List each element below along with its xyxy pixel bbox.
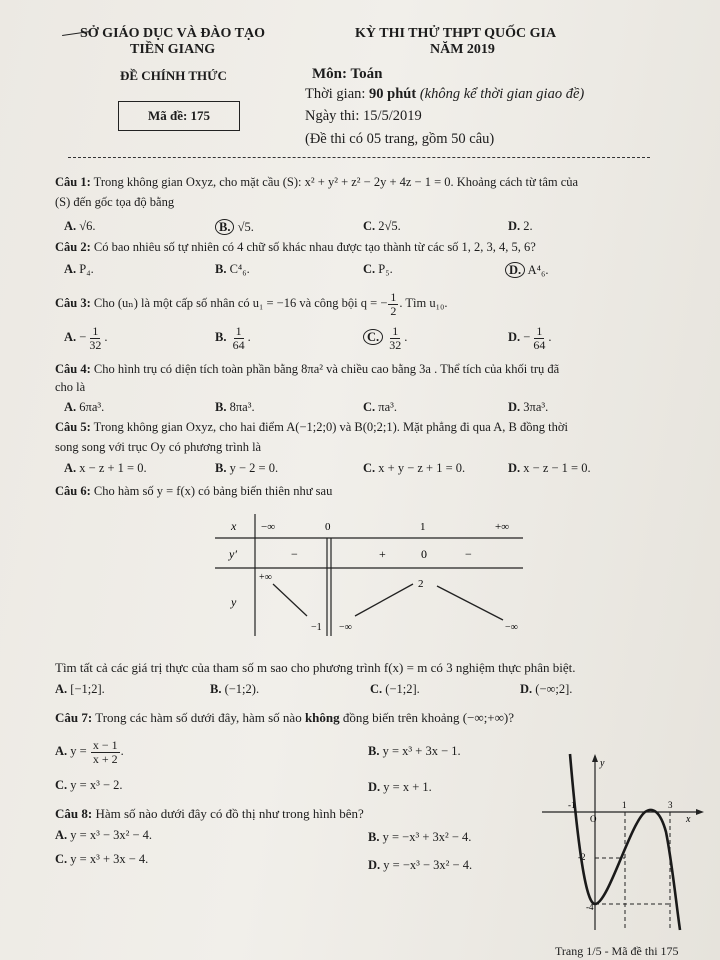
x-value: 0 <box>325 521 331 533</box>
letter: A. <box>55 744 68 758</box>
pages-note: (Đề thi có 05 trang, gồm 50 câu) <box>305 131 495 147</box>
letter: C. <box>363 219 376 233</box>
numerator: x − 1 <box>92 737 118 752</box>
q5-label: Câu 5: <box>55 420 91 434</box>
q1-label: Câu 1: <box>55 175 91 189</box>
q2-stem <box>55 240 536 255</box>
q6-option-c <box>370 682 420 697</box>
letter: D. <box>368 780 381 794</box>
header-divider <box>68 157 650 158</box>
exam-date: Ngày thi: 15/5/2019 <box>305 108 422 124</box>
derivative-sign: + <box>379 547 386 561</box>
q3-option-b: B. $\frac{1}{64}$ . <box>215 323 251 352</box>
y-value: 2 <box>418 578 424 590</box>
q5-stem-2: song song với trục Oy có phương trình là <box>55 440 262 454</box>
q1-c-text: 2√5. <box>378 219 401 233</box>
q2-text: Có bao nhiêu số tự nhiên có 4 chữ số khác nhau được tạo thành từ các số 1, 2, 3, 4, 5, 6? <box>90 240 536 254</box>
q8-a-text: y = x³ − 3x² − 4. <box>70 828 153 842</box>
letter: D. <box>508 330 521 344</box>
q1-option-c <box>363 219 401 234</box>
derivative-sign: − <box>465 547 472 561</box>
q1-option-d <box>508 219 533 234</box>
time-value: 90 phút <box>369 86 417 102</box>
y-label: y <box>231 595 237 609</box>
q2-option-c <box>363 262 393 277</box>
letter: C. <box>363 461 376 475</box>
q5-option-a <box>64 461 147 476</box>
y-value: −∞ <box>505 622 518 633</box>
tick-label: -2 <box>578 852 586 862</box>
q3-text: Cho (uₙ) là một cấp số nhân có u₁ = −16 và công bội q = − <box>90 296 388 310</box>
letter: A. <box>64 330 77 344</box>
yprime-label: y′ <box>229 547 237 561</box>
q4-label: Câu 4: <box>55 362 91 376</box>
q4-a-text: 6πa³. <box>79 400 105 414</box>
q7-option-b <box>368 744 461 759</box>
q4-d-text: 3πa³. <box>523 400 549 414</box>
tick-label: 1 <box>622 800 627 810</box>
q7-c-text: y = x³ − 2. <box>70 778 123 792</box>
letter: B. <box>210 682 222 696</box>
q7-b-text: y = x³ + 3x − 1. <box>382 744 461 758</box>
q6-option-b <box>210 682 259 697</box>
letter: B. <box>215 262 227 276</box>
x-value: +∞ <box>495 521 510 533</box>
q5-option-d <box>508 461 591 476</box>
denominator: 32 <box>89 337 102 352</box>
q5-option-c <box>363 461 465 476</box>
denominator: 2 <box>390 303 397 318</box>
q5-d-text: x − z − 1 = 0. <box>523 461 591 475</box>
q3-stem <box>55 290 447 318</box>
q4-stem <box>55 362 559 377</box>
q8-d-text: y = −x³ − 3x² − 4. <box>383 858 473 872</box>
letter: D. <box>508 400 521 414</box>
q4-b-text: 8πa³. <box>229 400 255 414</box>
q2-a-text: P₄. <box>79 262 94 276</box>
q8-option-c <box>55 852 148 867</box>
exam-time <box>305 86 584 103</box>
q6-a-text: [−1;2]. <box>70 682 105 696</box>
q2-b-text: C⁴₆. <box>229 262 250 276</box>
y-axis-label: y <box>600 758 605 769</box>
derivative-sign: − <box>291 547 298 561</box>
q1-d-text: 2. <box>523 219 533 233</box>
fraction <box>387 325 403 352</box>
sign: − <box>523 330 531 344</box>
letter: B. <box>215 400 227 414</box>
q1-a-text: √6. <box>79 219 96 233</box>
x-axis-arrow <box>696 809 704 815</box>
circled-letter: D. <box>505 262 525 278</box>
subject: Môn: Toán <box>312 66 383 82</box>
q6-text: Cho hàm số y = f(x) có bảng biến thiên như sau <box>90 484 333 498</box>
exam-code-box: Mã đề: 175 <box>118 101 240 131</box>
q6-d-text: (−∞;2]. <box>535 682 573 696</box>
fraction <box>87 325 103 352</box>
x-label: x <box>231 519 237 533</box>
q5-a-text: x − z + 1 = 0. <box>79 461 147 475</box>
y-axis-arrow <box>592 754 598 762</box>
decrease-arrow <box>273 584 307 616</box>
q5-text: Trong không gian Oxyz, cho hai điểm A(−1;2;0) và B(0;2;1). Mặt phẳng đi qua A, B đồng thời <box>90 420 568 434</box>
q8-option-b <box>368 830 471 845</box>
x-axis-label: x <box>686 814 691 825</box>
circled-letter: C. <box>363 329 383 345</box>
q8-stem <box>55 806 364 822</box>
numerator: 1 <box>392 323 399 338</box>
letter: C. <box>55 852 68 866</box>
q2-option-d <box>505 262 548 278</box>
letter: B. <box>215 330 227 344</box>
letter: D. <box>508 219 521 233</box>
q3-ratio-fraction <box>388 291 398 318</box>
letter: D. <box>368 858 381 872</box>
q7-stem <box>55 710 514 726</box>
q4-option-a <box>64 400 104 415</box>
q5-c-text: x + y − z + 1 = 0. <box>378 461 466 475</box>
q5-option-b <box>215 461 278 476</box>
q6-option-d <box>520 682 572 697</box>
q1-stem-2: (S) đến gốc tọa độ bằng <box>55 195 175 209</box>
y-value: +∞ <box>259 572 272 583</box>
letter: D. <box>520 682 533 696</box>
origin-label: O <box>590 814 597 824</box>
numerator: 1 <box>92 323 99 338</box>
dept-province: TIỀN GIANG <box>130 42 216 57</box>
letter: B. <box>215 461 227 475</box>
q6-option-a <box>55 682 105 697</box>
letter: A. <box>64 461 77 475</box>
variation-table <box>215 512 525 642</box>
derivative-zero: 0 <box>421 547 427 561</box>
q1-option-a <box>64 219 96 234</box>
tick-label: 3 <box>668 800 673 810</box>
q7-a-prefix: y = <box>70 744 90 758</box>
time-label: Thời gian: <box>305 86 370 102</box>
y-value: −∞ <box>339 622 352 633</box>
letter: B. <box>368 744 380 758</box>
letter: A. <box>64 400 77 414</box>
exam-title: KỲ THI THỬ THPT QUỐC GIA <box>355 26 557 41</box>
exam-year: NĂM 2019 <box>430 42 495 57</box>
fraction <box>231 325 247 352</box>
q3-option-c: C. $\frac{1}{32}$ . <box>363 324 407 352</box>
circled-letter: B. <box>215 219 234 235</box>
letter: D. <box>508 461 521 475</box>
q6-stem <box>55 484 332 499</box>
q7-d-text: y = x + 1. <box>383 780 432 794</box>
q4-stem-2: cho là <box>55 380 86 394</box>
numerator: 1 <box>235 323 242 338</box>
q7-option-c <box>55 778 123 793</box>
q1-b-text: √5. <box>237 220 254 234</box>
fraction <box>531 325 547 352</box>
time-note: (không kể thời gian giao đề) <box>416 86 585 102</box>
q7-option-a: A. y = $\frac{x - 1}{x + 2}$ . <box>55 737 124 766</box>
q4-option-c <box>363 400 397 415</box>
letter: C. <box>55 778 68 792</box>
q2-option-a <box>64 262 94 277</box>
tick-label: -1 <box>568 800 576 810</box>
denominator: 64 <box>232 337 245 352</box>
letter: C. <box>370 682 383 696</box>
decrease-arrow <box>437 586 503 620</box>
letter: A. <box>64 219 77 233</box>
letter: A. <box>55 682 68 696</box>
q2-label: Câu 2: <box>55 240 91 254</box>
denominator: 32 <box>389 337 402 352</box>
official-label: ĐỀ CHÍNH THỨC <box>120 68 227 83</box>
sign: − <box>79 330 87 344</box>
q7-text: Trong các hàm số dưới đây, hàm số nào <box>92 710 305 725</box>
increase-arrow <box>355 584 413 616</box>
q3-text-end: . Tìm u₁₀. <box>399 296 448 310</box>
q6-c-text: (−1;2]. <box>385 682 420 696</box>
q8-option-a <box>55 828 152 843</box>
q8-option-d <box>368 858 472 873</box>
letter: C. <box>363 262 376 276</box>
q1-text: Trong không gian Oxyz, cho mặt cầu (S): x² + y² + z² − 2y + 4z − 1 = 0. Khoảng cách từ tâm của <box>90 175 579 189</box>
q8-label: Câu 8: <box>55 806 93 821</box>
q5-stem <box>55 420 568 435</box>
q5-b-text: y − 2 = 0. <box>229 461 279 475</box>
q2-option-b <box>215 262 250 277</box>
q4-option-b <box>215 400 255 415</box>
letter: A. <box>64 262 77 276</box>
q6-b-text: (−1;2). <box>224 682 260 696</box>
q7-text-bold: không <box>304 710 340 725</box>
q1-stem <box>55 175 578 190</box>
q8-b-text: y = −x³ + 3x² − 4. <box>382 830 472 844</box>
q7-option-d <box>368 780 432 795</box>
numerator: 1 <box>390 289 397 304</box>
q8-c-text: y = x³ + 3x − 4. <box>70 852 149 866</box>
q3-option-a: A. − $\frac{1}{32}$ . <box>64 323 108 352</box>
cubic-graph <box>540 752 710 932</box>
fraction <box>91 739 120 766</box>
q2-c-text: P₅. <box>378 262 393 276</box>
q4-text: Cho hình trụ có diện tích toàn phần bằng 8πa² và chiều cao bằng 3a . Thể tích của khối trụ đã <box>90 362 560 376</box>
denominator: 64 <box>533 337 546 352</box>
q4-c-text: πa³. <box>378 400 398 414</box>
q7-label: Câu 7: <box>55 710 93 725</box>
letter: C. <box>363 400 376 414</box>
page-footer: Trang 1/5 - Mã đề thi 175 <box>555 944 679 958</box>
x-value: 1 <box>420 521 426 533</box>
q7-text-end: đồng biến trên khoảng (−∞;+∞)? <box>339 710 515 725</box>
x-value: −∞ <box>261 521 276 533</box>
numerator: 1 <box>536 323 543 338</box>
q6-prompt: Tìm tất cả các giá trị thực của tham số m sao cho phương trình f(x) = m có 3 nghiệm thực phân biệt. <box>55 660 576 675</box>
q4-option-d <box>508 400 548 415</box>
q6-label: Câu 6: <box>55 484 91 498</box>
q3-option-d: D. − $\frac{1}{64}$ . <box>508 323 552 352</box>
q1-option-b <box>215 219 254 235</box>
q8-text: Hàm số nào dưới đây có đồ thị như trong hình bên? <box>92 806 364 821</box>
letter: B. <box>368 830 380 844</box>
q2-d-text: A⁴₆. <box>527 263 549 277</box>
y-value: −1 <box>311 622 322 633</box>
q3-label: Câu 3: <box>55 296 91 310</box>
denominator: x + 2 <box>92 751 118 766</box>
tick-label: -4 <box>586 902 594 912</box>
letter: A. <box>55 828 68 842</box>
dept-name: SỞ GIÁO DỤC VÀ ĐÀO TẠO <box>80 26 266 41</box>
